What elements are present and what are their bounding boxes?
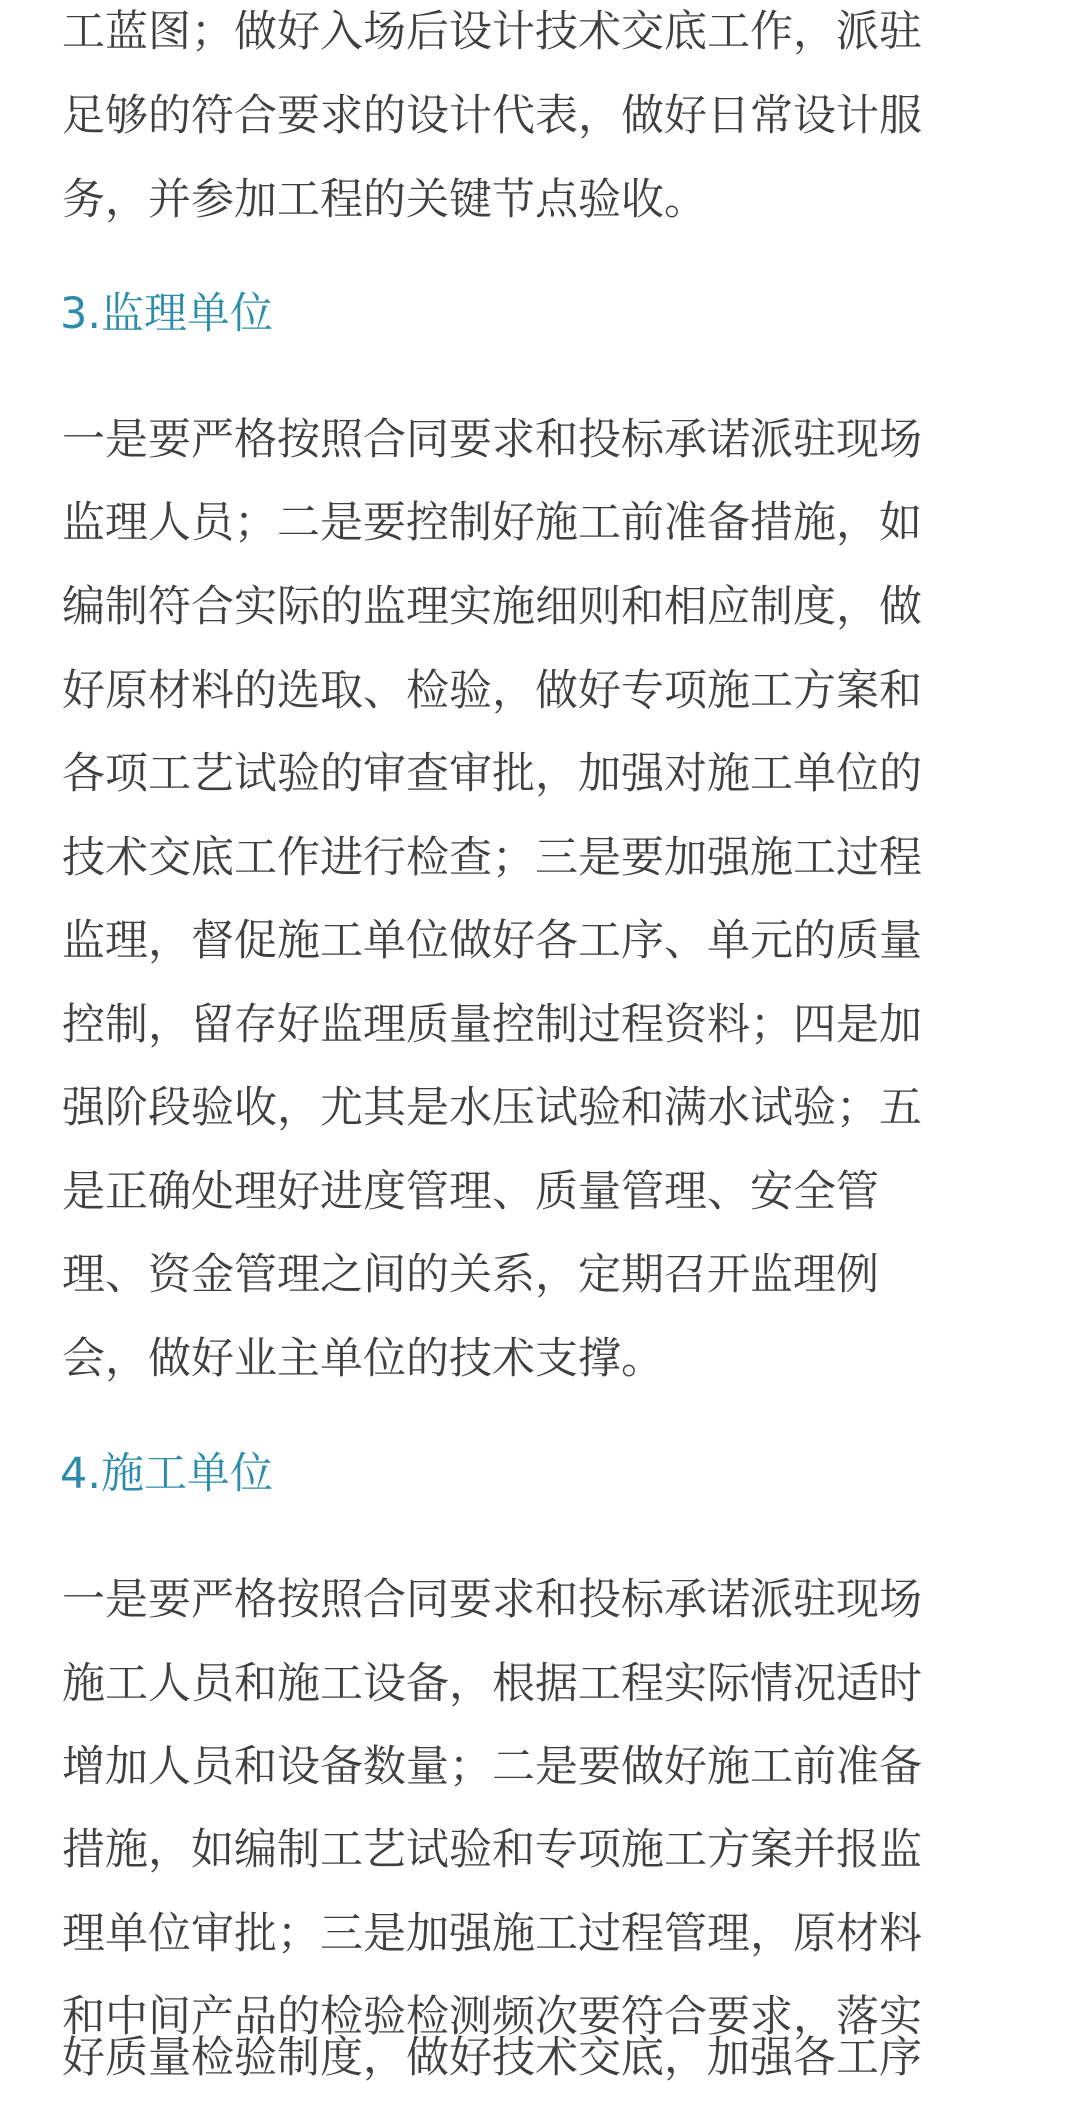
paragraph-line-text: 理单位审批；三是加强施工过程管理，原材料 <box>62 1909 922 1959</box>
paragraph-line-text: 足够的符合要求的设计代表，做好日常设计服 <box>62 91 922 141</box>
paragraph-line-text: 是正确处理好进度管理、质量管理、安全管 <box>62 1167 879 1217</box>
paragraph-line-text: 一是要严格按照合同要求和投标承诺派驻现场 <box>62 1575 922 1625</box>
paragraph-line <box>0 649 1075 733</box>
paragraph-line-text: 控制，留存好监理质量控制过程资料；四是加 <box>62 1000 922 1050</box>
paragraph-line-text: 务，并参加工程的关键节点验收。 <box>62 175 707 225</box>
paragraph-line-text: 好原材料的选取、检验，做好专项施工方案和 <box>62 666 922 716</box>
paragraph-line-text: 技术交底工作进行检查；三是要加强施工过程 <box>62 833 922 883</box>
paragraph-line-text: 和中间产品的检验检测频次要符合要求，落实 <box>62 1992 922 2042</box>
paragraph-line-text: 措施，如编制工艺试验和专项施工方案并报监 <box>62 1825 922 1875</box>
paragraph-line <box>0 1150 1075 1234</box>
paragraph-line-text: 施工人员和施工设备，根据工程实际情况适时 <box>62 1659 922 1709</box>
paragraph-line-text: 理、资金管理之间的关系，定期召开监理例 <box>62 1250 879 1300</box>
paragraph-line-text: 增加人员和设备数量；二是要做好施工前准备 <box>62 1742 922 1792</box>
paragraph-line <box>0 732 1075 816</box>
section-heading-supervision <box>0 272 1075 356</box>
paragraph-line <box>0 74 1075 158</box>
paragraph-line <box>0 2016 1075 2100</box>
paragraph-line-text: 监理，督促施工单位做好各工序、单元的质量 <box>62 916 922 966</box>
paragraph-line <box>0 565 1075 649</box>
section-heading-text: 3.监理单位 <box>60 289 274 339</box>
section-heading-construction <box>0 1432 1075 1516</box>
paragraph-line <box>0 1233 1075 1317</box>
paragraph-line-text: 各项工艺试验的审查审批，加强对施工单位的 <box>62 749 922 799</box>
paragraph-line <box>0 481 1075 565</box>
paragraph-line <box>0 398 1075 482</box>
paragraph-line <box>0 1558 1075 1642</box>
paragraph-line-text: 编制符合实际的监理实施细则和相应制度，做 <box>62 582 922 632</box>
paragraph-line-text: 会，做好业主单位的技术支撑。 <box>62 1334 664 1384</box>
paragraph-line <box>0 1642 1075 1726</box>
paragraph-line <box>0 158 1075 242</box>
paragraph-line-text: 强阶段验收，尤其是水压试验和满水试验；五 <box>62 1083 922 1133</box>
paragraph-line <box>0 1725 1075 1809</box>
section-heading-text: 4.施工单位 <box>60 1449 274 1499</box>
paragraph-line <box>0 1808 1075 1892</box>
paragraph-line-text: 一是要严格按照合同要求和投标承诺派驻现场 <box>62 415 922 465</box>
paragraph-line-text: 工蓝图；做好入场后设计技术交底工作，派驻 <box>62 7 922 57</box>
paragraph-line-text: 监理人员；二是要控制好施工前准备措施，如 <box>62 498 922 548</box>
paragraph-line <box>0 816 1075 900</box>
paragraph-line <box>0 1892 1075 1976</box>
paragraph-line <box>0 1066 1075 1150</box>
paragraph-line <box>0 899 1075 983</box>
paragraph-line-text: 好质量检验制度，做好技术交底，加强各工序 <box>62 2033 922 2083</box>
paragraph-line <box>0 0 1075 74</box>
paragraph-line <box>0 983 1075 1067</box>
paragraph-line <box>0 1317 1075 1401</box>
